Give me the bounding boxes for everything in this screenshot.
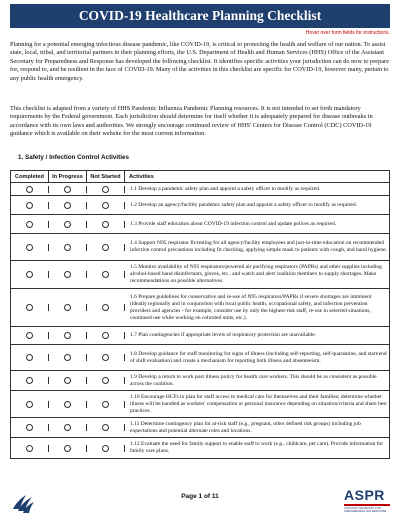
- in-progress-cell: [49, 445, 87, 452]
- not-started-radio[interactable]: [102, 354, 109, 361]
- checklist-rows: [11, 183, 389, 458]
- completed-cell: [11, 424, 49, 431]
- completed-radio[interactable]: [26, 271, 33, 278]
- not-started-radio[interactable]: [102, 377, 109, 384]
- not-started-cell: [87, 244, 125, 251]
- activity-text: 1.10 Encourage HCFs to plan for staff access to medical care for themselves and their families; determine whether illness will be handled as workers' compensation or personal insurance depending on situation/criteria and share best practices.: [130, 393, 387, 414]
- not-started-radio[interactable]: [102, 304, 109, 311]
- not-started-cell: [87, 424, 125, 431]
- header-in-progress: In Progress: [49, 171, 87, 183]
- in-progress-radio[interactable]: [64, 186, 71, 193]
- in-progress-radio[interactable]: [64, 332, 71, 339]
- completed-radio[interactable]: [26, 445, 33, 452]
- completed-radio[interactable]: [26, 377, 33, 384]
- in-progress-cell: [49, 221, 87, 228]
- activity-text: 1.9 Develop a return to work post illness policy for health care workers. This should be as consistent as possible across the coalition.: [130, 373, 377, 387]
- completed-cell: [11, 271, 49, 278]
- section-heading: 1. Safety / Infection Control Activities: [18, 154, 130, 161]
- activity-text: 1.12 Evaluate the need for family support to enable staff to work (e.g., childcare, pet care). Provide information for family care plans.: [130, 441, 384, 454]
- in-progress-radio[interactable]: [64, 377, 71, 384]
- not-started-cell: [87, 271, 125, 278]
- header-not-started: Not Started: [87, 171, 125, 183]
- header-activities: Activities: [125, 171, 390, 183]
- not-started-radio[interactable]: [102, 221, 109, 228]
- not-started-radio[interactable]: [102, 424, 109, 431]
- completed-radio[interactable]: [26, 401, 33, 408]
- hover-instructions-note: Hover over form fields for instructions.: [305, 30, 390, 36]
- in-progress-radio[interactable]: [64, 304, 71, 311]
- not-started-cell: [87, 186, 125, 193]
- in-progress-radio[interactable]: [64, 271, 71, 278]
- checklist-row: [11, 370, 389, 390]
- activity-text: 1.11 Determine contingency plan for at-risk staff (e.g., pregnant, other defined risk groups) including job expectations and potential alternate roles and locations.: [130, 420, 361, 434]
- not-started-cell: [87, 221, 125, 228]
- completed-cell: [11, 332, 49, 339]
- checklist-row: [11, 214, 389, 233]
- not-started-cell: [87, 202, 125, 209]
- document-title: COVID-19 Healthcare Planning Checklist: [10, 4, 390, 28]
- checklist-row: [11, 417, 389, 437]
- in-progress-radio[interactable]: [64, 401, 71, 408]
- activity-text: 1.4 Support N95 respirator fit-testing for all agency/facility employees and just-in-time education on recommended infection control precautions including fit checking, applying simple mask to patients with cough, and hand hygiene.: [130, 240, 387, 253]
- activity-text: 1.5 Monitor availability of N95 respirators/powered air purifying respirators (PAPRs) and other supplies including alcohol-based hand disinfectants, gloves, etc., and watch and alert coalition members to supply shortages. Make recommendations on possible alternatives.: [130, 264, 382, 284]
- aspr-logo-word: ASPR: [344, 487, 385, 503]
- not-started-cell: [87, 304, 125, 311]
- completed-cell: [11, 401, 49, 408]
- completed-cell: [11, 304, 49, 311]
- in-progress-cell: [49, 401, 87, 408]
- not-started-cell: [87, 445, 125, 452]
- in-progress-cell: [49, 377, 87, 384]
- in-progress-cell: [49, 332, 87, 339]
- in-progress-radio[interactable]: [64, 445, 71, 452]
- completed-cell: [11, 354, 49, 361]
- completed-cell: [11, 221, 49, 228]
- in-progress-radio[interactable]: [64, 424, 71, 431]
- completed-cell: [11, 377, 49, 384]
- completed-cell: [11, 244, 49, 251]
- in-progress-radio[interactable]: [64, 221, 71, 228]
- not-started-radio[interactable]: [102, 271, 109, 278]
- not-started-cell: [87, 401, 125, 408]
- checklist-row: [11, 233, 389, 260]
- checklist-row: [11, 260, 389, 288]
- intro-paragraph-1: Planning for a potential emerging infectious disease pandemic, like COVID-19, is critical to protecting the health and welfare of our nation. To assist state, local, tribal, and territorial partners in their planning efforts, the U.S. Department of Health and Human Services (HHS) Office of the Assistant Secretary for Preparedness and Response has developed the following checklist. It identifies specific activities your jurisdiction can do now to prepare for, respond to, and be resilient in the face of COVID-19. Many of the activities in this checklist are specific for COVID-19, however many, pertain to any public health emergency.: [10, 41, 389, 82]
- activity-text: 1.2 Develop an agency/facility pandemic safety plan and appoint a safety officer to modify as required.: [130, 201, 357, 208]
- completed-radio[interactable]: [26, 202, 33, 209]
- checklist-row: [11, 326, 389, 344]
- not-started-radio[interactable]: [102, 186, 109, 193]
- activity-text: 1.8 Develop guidance for staff monitoring for signs of illness (including self-reporting, self-quarantine, and start/end of shift evaluation) and create a mechanism for reporting both illness and absenteeism.: [130, 350, 387, 364]
- completed-cell: [11, 202, 49, 209]
- completed-radio[interactable]: [26, 221, 33, 228]
- checklist-row: [11, 437, 389, 458]
- header-completed: Completed: [11, 171, 49, 183]
- completed-cell: [11, 445, 49, 452]
- not-started-radio[interactable]: [102, 445, 109, 452]
- not-started-radio[interactable]: [102, 202, 109, 209]
- checklist-row: [11, 183, 389, 195]
- completed-radio[interactable]: [26, 332, 33, 339]
- activity-text: 1.7 Plan contingencies if appropriate levels of respiratory protection are unavailable.: [130, 332, 317, 338]
- in-progress-radio[interactable]: [64, 354, 71, 361]
- aspr-logo: [344, 488, 390, 513]
- in-progress-cell: [49, 271, 87, 278]
- completed-radio[interactable]: [26, 354, 33, 361]
- not-started-cell: [87, 377, 125, 384]
- completed-radio[interactable]: [26, 304, 33, 311]
- aspr-logo-subtitle: ASSISTANT SECRETARY FOR PREPAREDNESS AND RESPONSE: [344, 507, 387, 513]
- aspr-logo-bar: [344, 504, 390, 506]
- checklist-body: [11, 183, 390, 459]
- intro-paragraph-2: This checklist is adapted from a variety of HHS Pandemic Influenza Pandemic Planning resources. It is not intended to set forth mandatory requirements by the Federal government. Each jurisdiction should determine for itself whether it is adequately prepared for disease outbreaks in accordance with its own laws and authorities. We strongly encourage continued review of HHS' Centers for Disease Control (CDC) COVID-19 guidance which is available on their website for the most current information.: [10, 105, 373, 138]
- completed-radio[interactable]: [26, 424, 33, 431]
- checklist-row: [11, 288, 389, 326]
- in-progress-radio[interactable]: [64, 202, 71, 209]
- completed-radio[interactable]: [26, 186, 33, 193]
- checklist-row: [11, 195, 389, 214]
- checklist-row: [11, 390, 389, 417]
- activity-text: 1.1 Develop a pandemic safety plan and appoint a safety officer to modify as required.: [130, 185, 321, 192]
- checklist-table: [10, 170, 390, 459]
- page-number: Page 1 of 11: [181, 493, 219, 500]
- not-started-radio[interactable]: [102, 332, 109, 339]
- not-started-cell: [87, 354, 125, 361]
- in-progress-cell: [49, 424, 87, 431]
- not-started-radio[interactable]: [102, 244, 109, 251]
- activity-text: 1.6 Prepare guidelines for conservative and re-use of N95 respirators/PAPRs if severe shortages are imminent (ideally regionally and in conjunction with local public health, occupational safety, and infection prevention providers and agencies - for example, consider use by only the highest-risk staff, re-use in selected situations, continued use while working on cohorted units, etc.).: [130, 293, 372, 321]
- in-progress-cell: [49, 354, 87, 361]
- in-progress-cell: [49, 304, 87, 311]
- completed-cell: [11, 186, 49, 193]
- in-progress-cell: [49, 202, 87, 209]
- in-progress-cell: [49, 186, 87, 193]
- checklist-row: [11, 344, 389, 370]
- in-progress-radio[interactable]: [64, 244, 71, 251]
- not-started-radio[interactable]: [102, 401, 109, 408]
- not-started-cell: [87, 332, 125, 339]
- in-progress-cell: [49, 244, 87, 251]
- activity-text: 1.3 Provide staff education about COVID-19 infection control and update polices as required.: [130, 220, 337, 227]
- completed-radio[interactable]: [26, 244, 33, 251]
